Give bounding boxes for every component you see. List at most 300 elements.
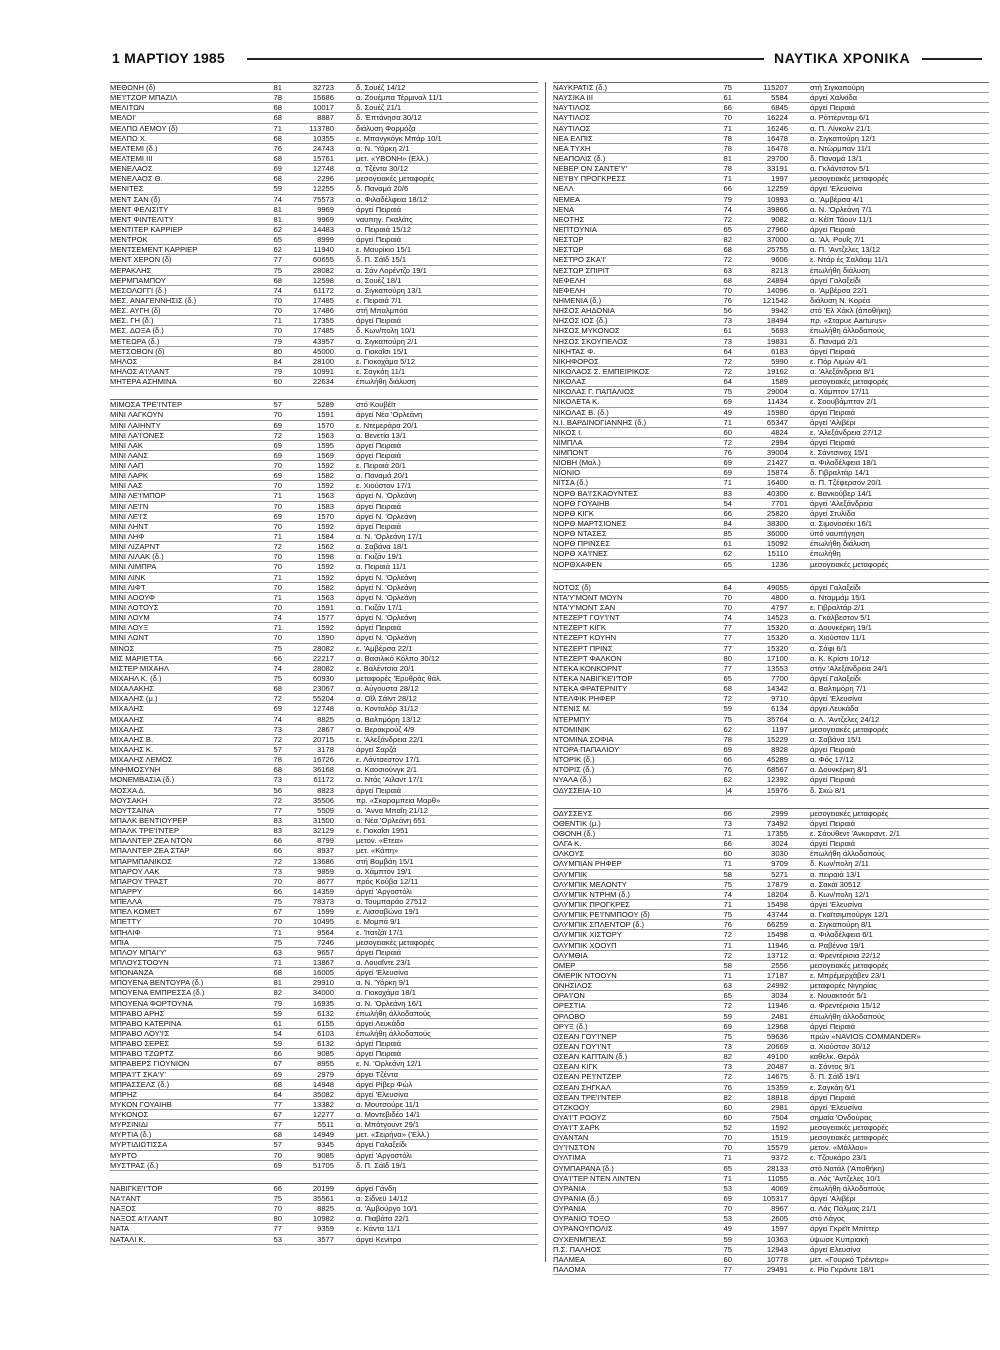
tonnage: 17485 [312,295,334,305]
ship-row [553,880,989,890]
tonnage: 3030 [771,849,788,859]
ship-status: δ. Γιβραλτάρ 14/1 [810,468,870,478]
ship-name: ΜΙΝΙ ΛΑΝΣ [110,450,149,460]
ship-row [553,164,989,174]
ship-status: ε. Πόρ Λιμών 4/1 [810,356,867,366]
ship-status: άργεί Λευκάδα [356,1018,405,1028]
ship-status: α. Π. 'Αντζελες 13/12 [810,245,881,255]
tonnage: 10991 [312,366,334,376]
tonnage: 14523 [766,613,788,623]
ship-name: ΝΤΟΡΙΚ (δ.) [553,755,595,765]
ship-name: ΝΙΚΟΛΑΟΣ Σ. ΕΜΠΕΙΡΙΚΟΣ [553,366,650,376]
issue-date: 1 ΜΑΡΤΙΟΥ 1985 [112,50,225,66]
tonnage: 15874 [766,468,788,478]
tonnage: 11434 [767,397,788,407]
ship-name: ΜΠΡΑΒΟ ΣΕΡΕΣ [110,1039,170,1049]
ship-name: ΝΑΥΚΡΑΤΙΣ (δ.) [553,83,608,92]
tonnage: 15320 [766,643,788,653]
build-year: 59 [273,1039,282,1049]
ship-name: Ν.Ι. ΒΑΡΔΙΝΟΓΙΑΝΝΗΣ (δ.) [553,417,647,427]
build-year: 53 [723,1214,732,1224]
build-year: 61 [723,326,732,336]
tonnage: 1582 [317,582,334,592]
build-year: 68 [273,153,282,163]
ship-row [553,438,989,448]
tonnage: 10778 [766,1254,788,1264]
ship-status: άργεί Πειραιά [356,1039,402,1049]
build-year: 69 [723,468,732,478]
ship-status: α. Φιλαδέλφεια 18/1 [810,458,877,468]
ship-status: άργεί Πειραιά [810,839,856,849]
tonnage: 9564 [317,927,334,937]
tonnage: 29004 [766,387,788,397]
ship-status: άργεί Ν. 'Ορλεάνη [356,633,417,643]
ship-name: ΝΙΚΟΣ Ι. [553,427,583,437]
ship-name: ΜΠΗΛΙΦ [110,927,141,937]
ship-name: ΜΕΝΤΡΟΚ [110,235,148,245]
build-year: 71 [723,478,732,488]
ship-row [110,552,538,562]
tonnage: 28133 [766,1163,788,1173]
ship-name: ΝΕΦΕΛΗ [553,275,586,285]
build-year: 84 [273,356,282,366]
ship-row [553,174,989,184]
tonnage: 14342 [766,684,788,694]
ship-name: ΝΕΑ ΤΥΧΗ [553,143,591,153]
ship-name: ΟΥΜΠΑΡΑΝΑ (δ.) [553,1163,614,1173]
ship-status: α. πειραιά 13/1 [810,869,861,879]
ship-name: ΝΕ'Ι'ΒΥ ΠΡΟΓΚΡΕΣΣ [553,174,626,184]
ship-status: άργεί Πειραιά [356,623,402,633]
ship-row [553,765,989,775]
build-year: 70 [723,592,732,602]
ship-row [110,93,538,103]
tonnage: 15110 [767,549,788,559]
build-year: 82 [723,1092,732,1102]
build-year: 77 [273,805,282,815]
ship-name: ΜΙΝΙ ΛΟΟΥΦ [110,592,155,602]
ship-row [553,1204,989,1214]
build-year: 76 [723,1082,732,1092]
ship-status: μετ. «Γουρκό Τρέιντερ» [810,1254,889,1264]
build-year: 58 [723,960,732,970]
ship-row [553,1093,989,1103]
tonnage: 14483 [312,224,334,234]
tonnage: 1584 [317,532,334,542]
ship-row [553,1214,989,1224]
ship-row [553,1001,989,1011]
tonnage: 6134 [771,704,788,714]
build-year: 84 [723,519,732,529]
ship-name: ΝΟΤΟΣ (δ) [553,582,591,592]
tonnage: 105317 [762,1194,788,1204]
ship-status: άργεί Πειραιά [356,204,402,214]
ship-row [110,491,538,501]
tonnage: 15498 [766,899,788,909]
ship-name: ΜΕΝΕΛΑΟΣ Θ. [110,174,163,184]
tonnage: 12748 [312,164,334,174]
build-year: 65 [723,224,732,234]
ship-row [553,1153,989,1163]
build-year: 68 [273,1130,282,1140]
tonnage: 9969 [317,214,334,224]
ship-status: ε. Πειραιά 7/1 [356,295,402,305]
ship-name: ΝΕΦΕΛΗ [553,285,586,295]
build-year: 69 [723,1021,732,1031]
ship-row [110,461,538,471]
ship-row [110,846,538,856]
ship-name: ΝΑΤΑ [110,1224,130,1234]
ship-row [553,326,989,336]
build-year: 72 [723,356,732,366]
ship-name: ΝΟΡΘ ΜΑΡΤΣΙΟΝΕΣ [553,519,627,529]
ship-row [553,1022,989,1032]
ship-status: ε. Σαγκάη 6/1 [810,1082,856,1092]
tonnage: 24894 [766,275,788,285]
build-year: 70 [273,876,282,886]
ship-row [110,816,538,826]
build-year: 82 [273,988,282,998]
tonnage: 39004 [766,448,788,458]
ship-status: α. Βενετία 13/1 [356,430,407,440]
tonnage: 6103 [317,1028,334,1038]
ship-status: ε. 'Αλεξάνδρεια 22/1 [356,734,424,744]
ship-name: ΜΕΤΕΩΡΑ (δ.) [110,336,160,346]
build-year: 71 [273,592,282,602]
ship-status: πρός Κούβα 12/11 [356,876,419,886]
ship-name: ΟΛΚΟΥΣ [553,849,585,859]
ship-name: ΜΠΡΑΒΕΡΣ ΓΙΟΥΝΙΟΝ [110,1059,190,1069]
tonnage: 16478 [766,143,788,153]
tonnage: 7246 [317,937,334,947]
ship-name: ΠΑΛΟΜΑ [553,1265,586,1275]
ship-name: ΜΥΡΣΙΝΙΔΙ [110,1120,149,1130]
ship-name: ΜΟΣΧΑ Δ. [110,785,146,795]
ship-name: ΝΟΡΘΧΑΦΕΝ [553,559,602,569]
build-year: 67 [273,1059,282,1069]
ship-row [553,83,989,93]
tonnage: 16224 [766,113,788,123]
ship-row [553,387,989,397]
tonnage: 15579 [766,1143,788,1153]
tonnage: 17187 [766,970,788,980]
ship-status: άργεί 'Αλιβέρι [810,417,856,427]
ship-name: ΝΑΥΣΙΚΑ ΙΙΙ [553,93,594,103]
tonnage: 35506 [312,795,334,805]
build-year: 71 [723,1153,732,1163]
ship-status: δ. Παναμά 20/6 [356,184,409,194]
ship-name: ΜΙΝΙ ΛΟΥΜ [110,613,150,623]
ship-name: ΜΕΛΤΕΜΙ (δ.) [110,143,158,153]
ship-name: ΟΛΥΜΠΙΑΝ ΡΗΦΕΡ [553,859,622,869]
build-year: 77 [273,1099,282,1109]
ship-name: ΜΙΧΑΛΗΣ [110,714,144,724]
build-year: 64 [723,346,732,356]
build-year: 75 [723,83,732,92]
ship-name: ΝΟΡΘ ΚΙΓΚ [553,508,594,518]
ship-name: ΜΕΝΕΛΑΟΣ [110,164,153,174]
tonnage: 11055 [767,1173,788,1183]
ship-name: ΟΣΕΑΝ ΚΑΠΤΑΙΝ (δ.) [553,1052,628,1062]
build-year: 61 [723,539,732,549]
ship-row [110,1110,538,1120]
ship-name: ΟΛΥΜΠΙΚ ΧΟΟΥΠ [553,940,617,950]
ship-row [553,225,989,235]
tonnage: 14359 [312,886,334,896]
ship-row [553,428,989,438]
build-year: 72 [273,795,282,805]
ship-name: ΟΥΡΑΝΙΟ ΤΟΞΟ [553,1214,611,1224]
ship-row [110,1235,538,1245]
tonnage: 10495 [312,917,334,927]
ship-name: ΟΥΡΑΝΙΑ [553,1183,586,1193]
ship-row [553,245,989,255]
ship-status: α. Λ. 'Αντζελες 24/12 [810,714,880,724]
ship-status: ε. Μομπά 9/1 [356,917,401,927]
build-year: 73 [273,775,282,785]
ship-row [553,337,989,347]
tonnage: 18818 [766,1092,788,1102]
ship-status: άργεί Ν. 'Ορλεάνη [356,592,417,602]
ship-name: ΟΥΑ'Ι'ΤΕΡ ΝΤΕΝ ΛΙΝΤΕΝ [553,1173,641,1183]
ship-row [553,859,989,869]
ship-row [553,397,989,407]
ship-row [110,316,538,326]
tonnage: 32723 [312,83,334,92]
tonnage: 12255 [312,184,334,194]
build-year: 68 [273,684,282,694]
ship-row [110,512,538,522]
tonnage: 16246 [766,123,788,133]
tonnage: 73492 [766,818,788,828]
tonnage: 1591 [317,410,334,420]
ship-status: α. Κονταλόρ 31/12 [356,704,419,714]
build-year: 74 [723,889,732,899]
ship-name: ΟΘΕΝΤΙΚ (μ.) [553,818,601,828]
ship-name: ΜΕΝΤ ΦΕΛΙΣΙΤΥ [110,204,169,214]
ship-row [110,775,538,785]
ship-status: α. Δουνκέρκη 19/1 [810,623,872,633]
ship-row [553,499,989,509]
ship-row [110,431,538,441]
ship-status: α. Σάφι 6/1 [810,643,847,653]
tonnage: 1570 [317,511,334,521]
build-year: 56 [723,306,732,316]
ship-status: άργεί Γκρέϊτ Μπίττερ [810,1224,880,1234]
tonnage: 13712 [766,950,788,960]
tonnage: 15359 [766,1082,788,1092]
build-year: 72 [723,930,732,940]
ship-status: α. Χάμπτον 17/11 [810,387,870,397]
tonnage: 1582 [317,471,334,481]
ship-row [553,134,989,144]
ship-name: ΟΣΕΑΝ ΓΟΥ'Ι'ΝΤ [553,1041,612,1051]
ship-name: ΜΕΛΤΕΜΙ ΙΙΙ [110,153,153,163]
ship-name: Π.Σ. ΠΑΛΗΟΣ [553,1244,602,1254]
ship-row [110,532,538,542]
tonnage: 12392 [766,775,788,785]
build-year: 70 [273,326,282,336]
ship-status: α. 'Αλεξάνδρεια 8/1 [810,366,875,376]
build-year: 63 [723,265,732,275]
build-year: 70 [273,521,282,531]
column-divider [545,82,546,1262]
ship-name: ΝΑΞΟΣ Α'Ι'ΛΑΝΤ [110,1214,169,1224]
ship-name: ΝΙΤΣΑ (δ.) [553,478,589,488]
ship-name: ΜΠΑΡΟΥ ΛΑΚ [110,866,160,876]
ship-status: α. Σιγκαπούρη 12/1 [810,133,876,143]
tonnage: 12277 [312,1110,334,1120]
ship-status: α. Μοντεβιδέο 14/1 [356,1110,421,1120]
tonnage: 115207 [763,83,788,92]
ship-row [553,286,989,296]
build-year: 72 [723,950,732,960]
build-year: 69 [273,471,282,481]
ship-name: ΟΥΡΑΝΟΥΠΟΛΙΣ [553,1224,613,1234]
ship-status: ε. 'Αμβέρσα 22/1 [356,643,413,653]
ship-name: ΜΠΑΛΝΤΕΡ ΖΕΑ ΝΤΟΝ [110,836,193,846]
tonnage: 1563 [317,592,334,602]
ship-status: άργεί 'Ελευσίνα [356,1089,409,1099]
ship-row [553,900,989,910]
ship-name: ΝΕΑ ΕΛΠΙΣ [553,133,593,143]
ship-name: ΝΕΟΤΗΣ [553,214,585,224]
build-year: 65 [723,559,732,569]
ship-status: άργεί Πειραιά [810,818,856,828]
ship-row [110,205,538,215]
ship-name: ΜΕΣ. ΑΥΓΗ (δ) [110,306,161,316]
ship-status: άργεί Πειραιά [356,316,402,326]
build-year: 77 [723,643,732,653]
tonnage: 61172 [313,775,334,785]
ship-name: ΜΟΝΕΜΒΑΣΙΑ (δ.) [110,775,175,785]
ship-row [553,235,989,245]
ship-row [110,103,538,113]
ship-status: α. Ρόττερνταμ 6/1 [810,113,870,123]
ship-row [553,593,989,603]
ship-name: ΟΤΖΚΟΟΥ [553,1102,590,1112]
ship-name: ΝΤΕΚΑ ΚΟΝΚΟΡΝΤ [553,663,623,673]
build-year: 65 [273,235,282,245]
ship-status: ε. Βαλέντσια 20/1 [356,663,415,673]
tonnage: 61172 [313,285,334,295]
ship-status: δ. Σουέζ 21/1 [356,103,402,113]
ship-status: α. Φρεντέρισια 22/12 [810,950,881,960]
ship-status: άργεί Γαλαξείδι [810,674,861,684]
build-year: 68 [273,275,282,285]
build-year: 62 [273,224,282,234]
build-year: 66 [723,839,732,849]
ship-row [110,542,538,552]
ship-name: ΝΙΚΗΤΑΣ Φ. [553,346,596,356]
ship-row [553,276,989,286]
ship-status: άργεί 'Ελευσίνα [810,1102,863,1112]
build-year: 71 [723,970,732,980]
ship-row [553,725,989,735]
ship-status: α. Μουτσούρε 11/1 [356,1099,420,1109]
ship-status: στό Κουβέϊτ [356,400,396,410]
ship-row [110,144,538,154]
build-year: 59 [723,1011,732,1021]
build-year: 78 [723,164,732,174]
tonnage: 16726 [312,755,334,765]
build-year: 70 [723,285,732,295]
ship-status: έπωλήθη άλλοδαπούς [810,1011,885,1021]
build-year: 78 [723,133,732,143]
build-year: 75 [273,937,282,947]
tonnage: 13867 [312,957,334,967]
build-year: 71 [723,123,732,133]
tonnage: 2605 [771,1214,788,1224]
tonnage: 28082 [312,663,334,673]
ship-name: ΜΕΝΙΤΕΣ [110,184,144,194]
build-year: 68 [273,1079,282,1089]
build-year: 81 [273,978,282,988]
tonnage: 9359 [317,1224,334,1234]
build-year: 69 [273,511,282,521]
ship-status: ε. Ντάρ ές Σαλάαμ 11/1 [810,255,889,265]
build-year: 79 [273,366,282,376]
ship-name: ΜΗΛΟΣ [110,356,138,366]
build-year: 53 [723,1183,732,1193]
ship-status: διάλυση Ν. Κορέα [810,295,871,305]
ship-name: ΝΤΕΚΑ ΝΑΒΙΓΚΕ'Ι'ΤΟΡ [553,674,633,684]
tonnage: 1562 [317,542,334,552]
ship-row [110,988,538,998]
tonnage: 1592 [317,481,334,491]
ship-status: ε. Σοουβάμπτον 2/1 [810,397,877,407]
ship-name: ΜΙΝΙ ΛΕ'Ι'Σ [110,511,148,521]
ship-group [110,1183,538,1245]
ship-name: ΜΕΣΟΛΟΓΓΙ (δ.) [110,285,167,295]
build-year: 66 [273,846,282,856]
ship-name: ΝΟΡΘ ΠΡΙΝΣΕΣ [553,539,611,549]
ship-status: α. Αύγουστα 28/12 [356,684,419,694]
ship-status: άργεί Πειραιά [810,224,856,234]
build-year: 70 [273,582,282,592]
build-year: 60 [723,427,732,437]
ship-name: ΜΠΑΛΚ ΤΡΕ'Ι'ΝΤΕΡ [110,826,180,836]
ship-status: άργεί Πειραιά [356,1049,402,1059]
ship-row [553,715,989,725]
tonnage: 49100 [766,1052,788,1062]
tonnage: 3034 [771,991,788,1001]
build-year: 71 [723,859,732,869]
ship-status: α. Ραβέννα 19/1 [810,940,865,950]
tonnage: 1563 [317,491,334,501]
build-year: 69 [723,745,732,754]
build-year: 66 [723,755,732,765]
ship-status: ε. Μαυρίκιο 15/1 [356,245,412,255]
ship-name: ΝΑΥΤΙΛΟΣ [553,123,591,133]
tonnage: 6155 [317,1018,334,1028]
tonnage: 28082 [312,265,334,275]
build-year: 82 [723,1052,732,1062]
ship-row [110,948,538,958]
ship-status: α. Ζουέμπα Τέρμιναλ 11/1 [356,93,443,103]
ship-name: ΟΥΡΑΝΙΑ (δ.) [553,1194,600,1204]
ship-row [553,1194,989,1204]
build-year: 66 [723,184,732,194]
ship-row [110,796,538,806]
tonnage: 29491 [766,1265,788,1275]
tonnage: 5693 [771,326,788,336]
build-year: 70 [723,1204,732,1214]
left-column [110,82,538,1245]
build-year: 69 [273,1069,282,1079]
ship-row [110,235,538,245]
build-year: 75 [273,265,282,275]
